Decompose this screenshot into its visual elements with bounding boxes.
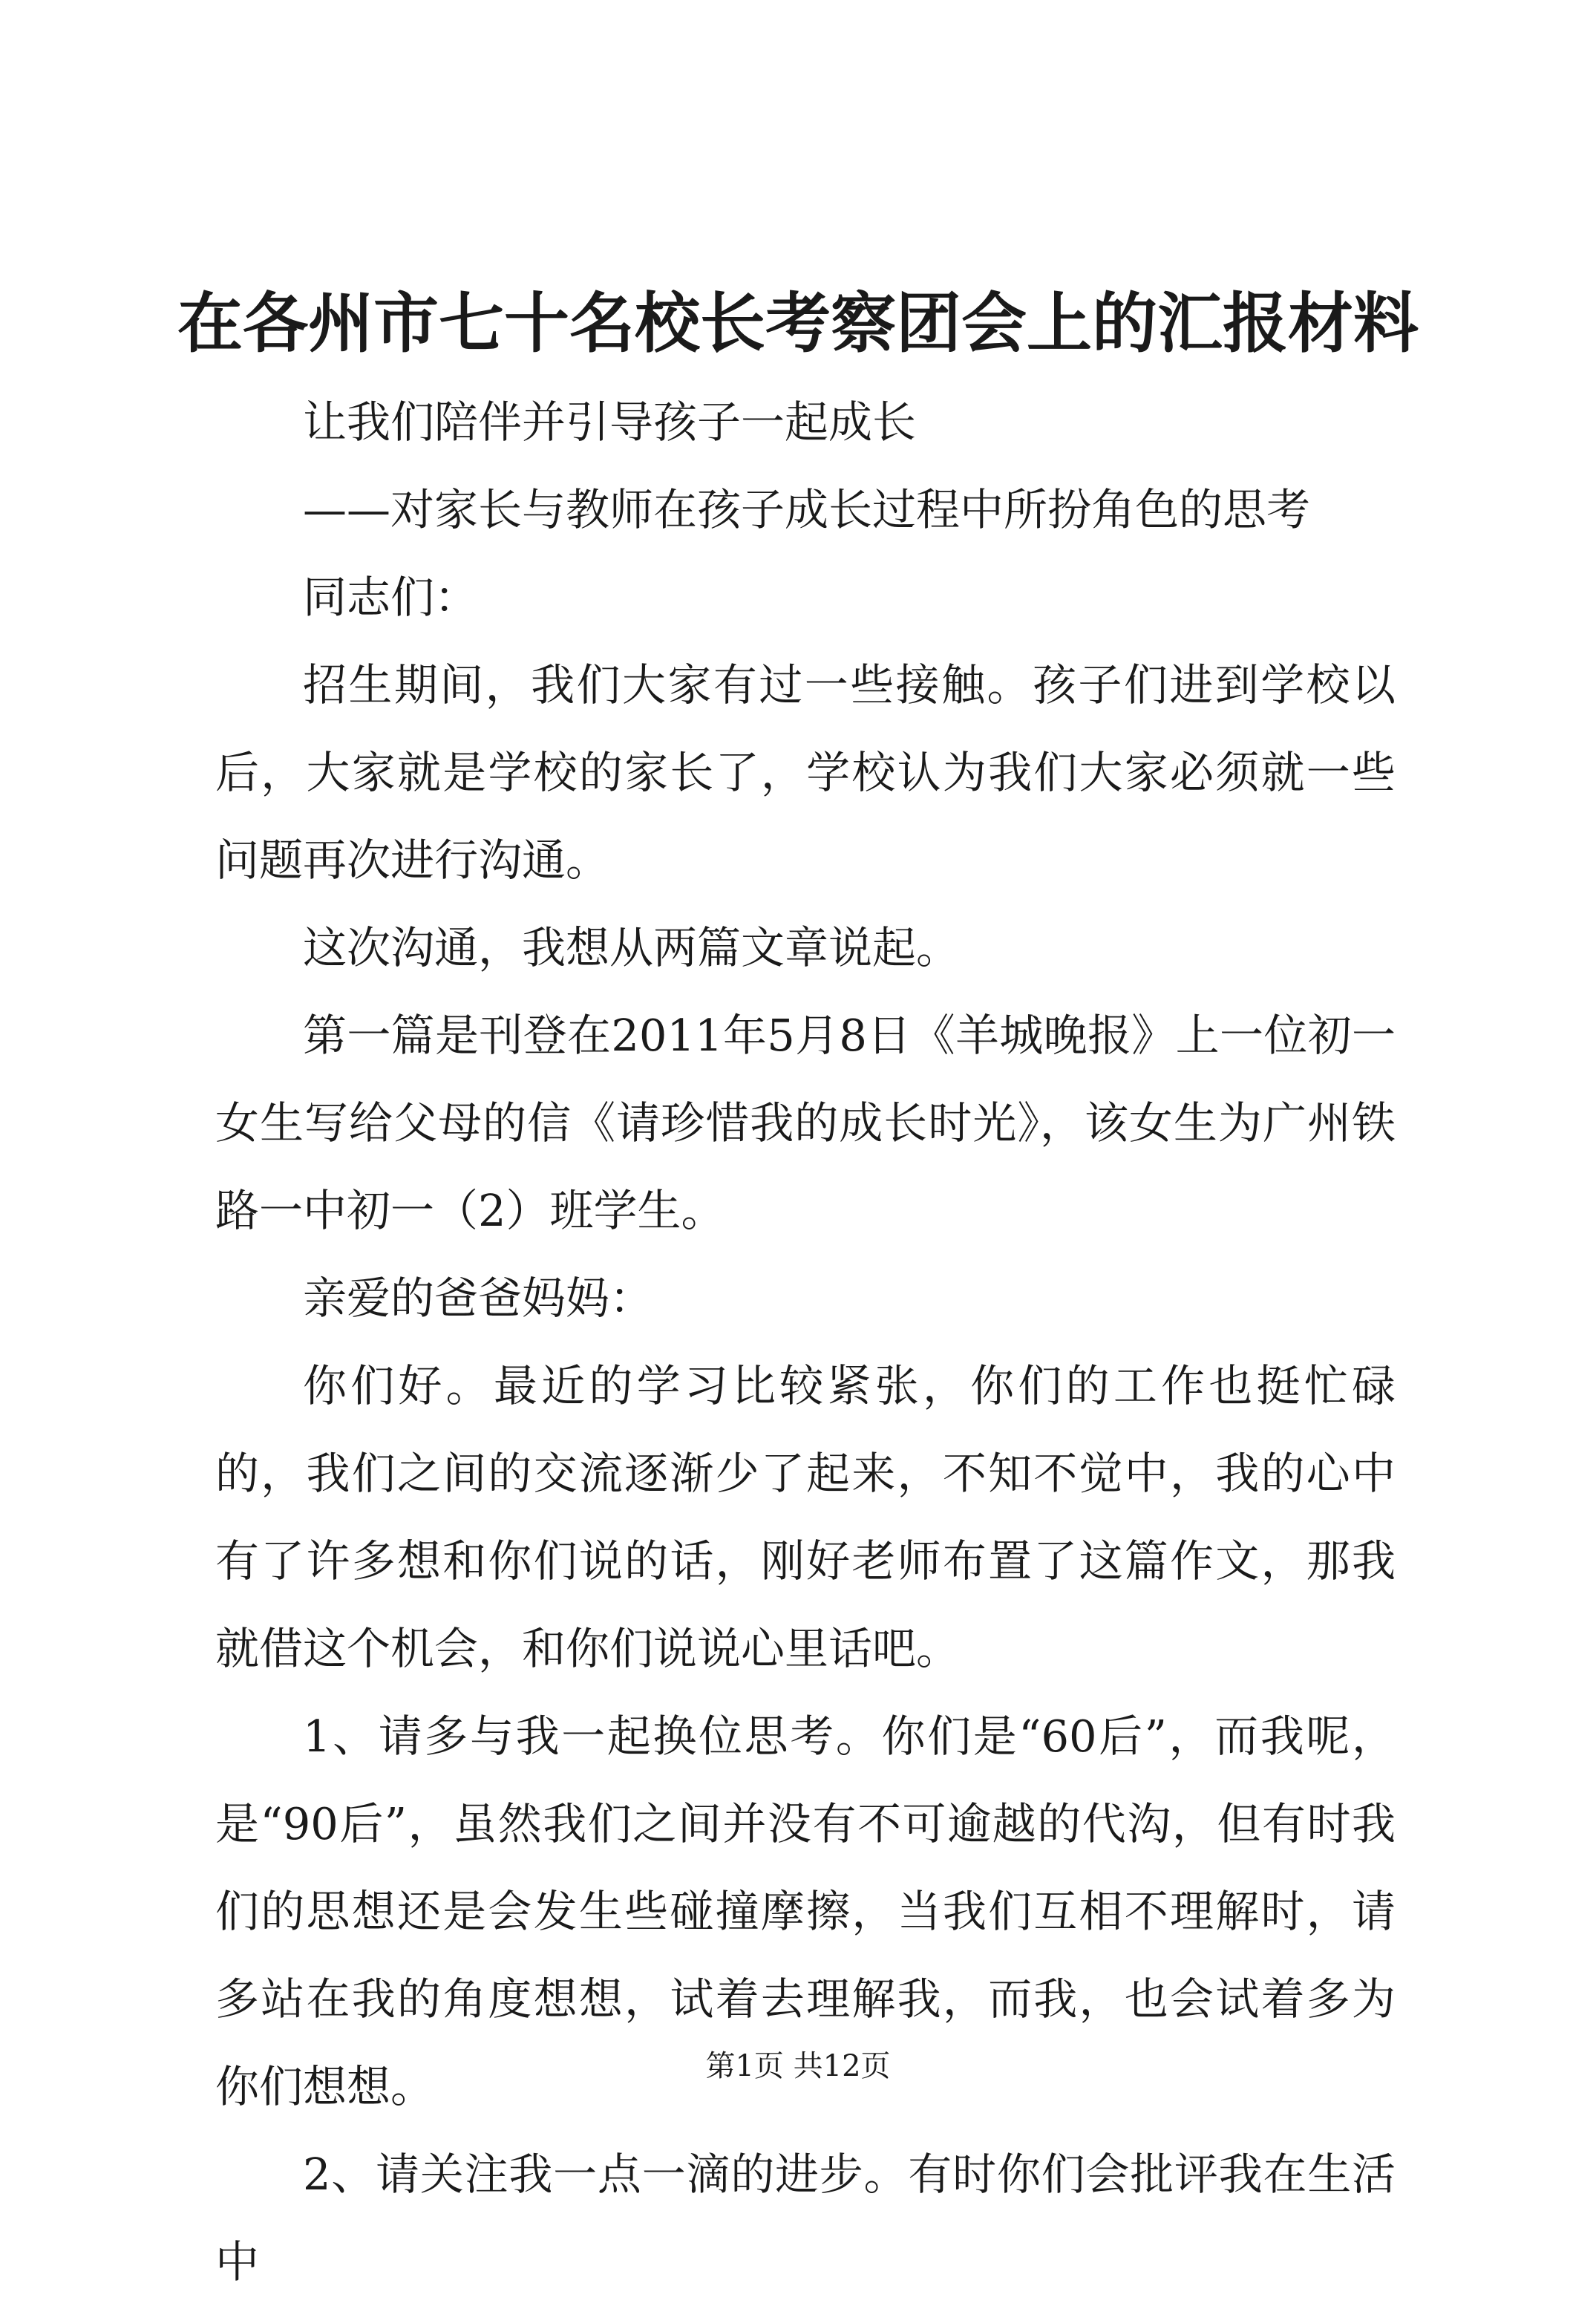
paragraph-subtitle: 让我们陪伴并引导孩子一起成长 xyxy=(303,396,917,448)
page-footer: 第1页 共12页 xyxy=(705,2049,891,2083)
paragraph: 招生期间，我们大家有过一些接触。孩子们进到学校以后，大家就是学校的家长了，学校认为我们大家必须就一些问题再次进行沟通。 xyxy=(215,659,1396,886)
paragraph: 2、请关注我一点一滴的进步。有时你们会批评我在生活中 xyxy=(215,2149,1396,2287)
paragraph: 1、请多与我一起换位思考。你们是“60后”，而我呢，是“90后”，虽然我们之间并没有不可逾越的代沟，但有时我们的思想还是会发生些碰撞摩擦，当我们互相不理解时，请多站在我的角度想想，试着去理解我，而我，也会试着多为你们想想。 xyxy=(215,1711,1396,2112)
document-body xyxy=(215,379,1396,2306)
paragraph: 这次沟通，我想从两篇文章说起。 xyxy=(303,922,961,973)
paragraph-salutation: 同志们： xyxy=(303,572,479,623)
paragraph: 你们好。最近的学习比较紧张，你们的工作也挺忙碌的，我们之间的交流逐渐少了起来，不知不觉中，我的心中有了许多想和你们说的话，刚好老师布置了这篇作文，那我就借这个机会，和你们说说心里话吧。 xyxy=(215,1360,1396,1674)
paragraph-sub-subtitle: ——对家长与教师在孩子成长过程中所扮角色的思考 xyxy=(303,484,1311,535)
document-title: 在各州市七十名校长考察团会上的汇报材料 xyxy=(177,284,1419,362)
paragraph-letter-greeting: 亲爱的爸爸妈妈： xyxy=(303,1273,654,1324)
paragraph: 第一篇是刊登在2011年5月8日《羊城晚报》上一位初一女生写给父母的信《请珍惜我的成长时光》，该女生为广州铁路一中初一（2）班学生。 xyxy=(215,1010,1396,1236)
